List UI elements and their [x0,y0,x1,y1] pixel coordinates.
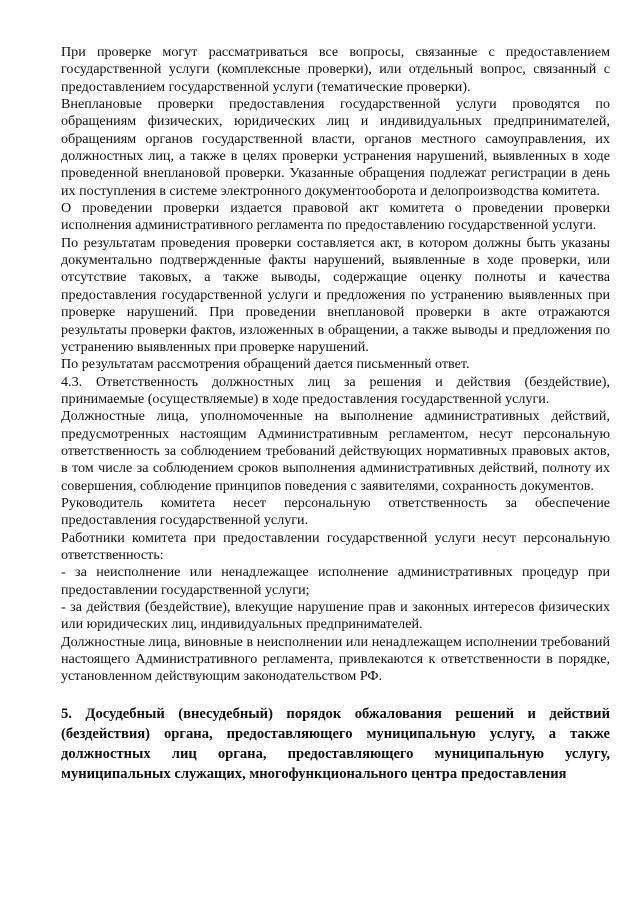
paragraph-inspection-act: О проведении проверки издается правовой акт комитета о проведении проверки исполнения административного регламента по предоставлению государственной услуги. [61,200,610,234]
paragraph-inspection-results: По результатам проведения проверки составляется акт, в котором должны быть указаны документально подтвержденные факты нарушений, выявленные в ходе проверки, или отсутствие таковых, а также выводы, содержащие оценку полноты и качества предоставления государственной услуги и предложения по устранению выявленных при проверке нарушений. При проведении внеплановой проверки в акте отражаются результаты проверки фактов, изложенных в обращении, а также выводы и предложения по устранению выявленных при проверке нарушений. [61,234,610,355]
document-page [61,44,610,784]
section-5-heading: 5. Досудебный (внесудебный) порядок обжалования решений и действий (бездействия) органа, предоставляющего муниципальную услугу, а также должностных лиц органа, предоставляющего муниципальную услугу, муниципальных служащих, многофункционального центра предоставления [61,705,610,782]
paragraph-inspection-scope: При проверке могут рассматриваться все вопросы, связанные с предоставлением государственной услуги (комплексные проверки), или отдельный вопрос, связанный с предоставлением государственной услуги (тематические проверки). [61,44,610,95]
paragraph-officials-responsibility: Должностные лица, уполномоченные на выполнение административных действий, предусмотренных настоящим Административным регламентом, несут персональную ответственность за соблюдением требований действующих нормативных правовых актов, в том числе за соблюдением сроков выполнения административных действий, полноту их совершения, соблюдение принципов поведения с заявителями, сохранность документов. [61,408,610,494]
paragraph-employees-responsibility: Работники комитета при предоставлении государственной услуги несут персональную ответственность: [61,529,610,563]
paragraph-head-responsibility: Руководитель комитета несет персональную ответственность за обеспечение предоставления государственной услуги. [61,494,610,529]
paragraph-unscheduled-inspections: Внеплановые проверки предоставления государственной услуги проводятся по обращениям физических, юридических лиц и индивидуальных предпринимателей, обращениям органов государственной власти, органов местного самоуправления, их должностных лиц, а также в целях проверки устранения нарушений, выявленных в ходе проведенной внеплановой проверки. Указанные обращения подлежат регистрации в день их поступления в системе электронного документооборота и делопроизводства комитета. [61,96,610,199]
paragraph-list-item-violations: - за действия (бездействие), влекущие нарушение прав и законных интересов физических или юридических лиц, индивидуальных предпринимателей. [61,599,610,633]
paragraph-liability: Должностные лица, виновные в неисполнении или ненадлежащем исполнении требований настоящего Административного регламента, привлекаются к ответственности в порядке, установленном действующим законодательством РФ. [61,633,610,685]
paragraph-section-4-3: 4.3. Ответственность должностных лиц за решения и действия (бездействие), принимаемые (осуществляемые) в ходе предоставления государственной услуги. [61,373,610,407]
paragraph-written-reply: По результатам рассмотрения обращений дается письменный ответ. [61,356,470,373]
paragraph-list-item-procedures: - за неисполнение или ненадлежащее исполнение административных процедур при предоставлении государственной услуги; [61,564,610,598]
